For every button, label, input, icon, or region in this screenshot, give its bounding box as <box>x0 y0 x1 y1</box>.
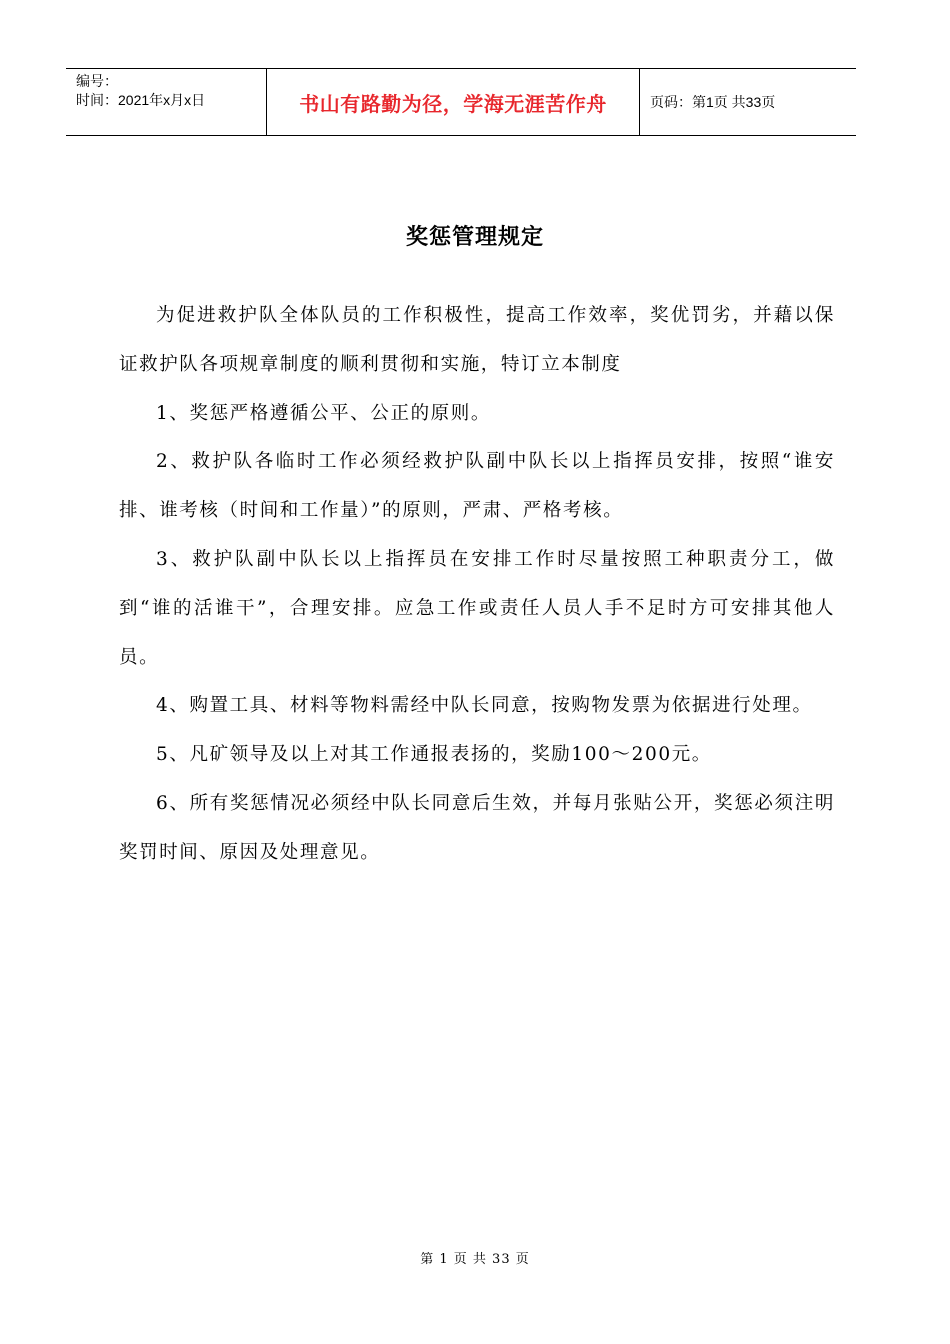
header-page-info: 页码：第1页 共33页 <box>650 94 776 110</box>
header-motto: 书山有路勤为径，学海无涯苦作舟 <box>299 91 607 116</box>
document-time-label: 时间：2021年x月x日 <box>76 92 206 108</box>
document-number-label: 编号： <box>76 73 118 89</box>
paragraph-intro: 为促进救护队全体队员的工作积极性，提高工作效率，奖优罚劣，并藉以保证救护队各项规章制度的顺利贯彻和实施，特订立本制度 <box>119 305 835 375</box>
header-meta-cell <box>66 69 267 135</box>
page-footer: 第 1 页 共 33 页 <box>420 1252 530 1267</box>
paragraph-rule-4: 4、购置工具、材料等物料需经中队长同意，按购物发票为依据进行处理。 <box>156 695 813 717</box>
document-title: 奖惩管理规定 <box>405 225 544 250</box>
header-table <box>66 68 856 136</box>
document-body <box>119 292 835 878</box>
paragraph-rule-6: 6、所有奖惩情况必须经中队长同意后生效，并每月张贴公开，奖惩必须注明奖罚时间、原因及处理意见。 <box>119 792 835 863</box>
header-motto-cell <box>267 69 640 135</box>
paragraph-rule-1: 1、奖惩严格遵循公平、公正的原则。 <box>156 402 491 424</box>
header-page-cell <box>640 69 856 135</box>
paragraph-rule-5: 5、凡矿领导及以上对其工作通报表扬的，奖励100～200元。 <box>156 744 712 766</box>
paragraph-rule-2: 2、救护队各临时工作必须经救护队副中队长以上指挥员安排，按照“谁安排、谁考核（时间和工作量）”的原则，严肃、严格考核。 <box>119 451 835 522</box>
paragraph-rule-3: 3、救护队副中队长以上指挥员在安排工作时尽量按照工种职责分工，做到“谁的活谁干”，合理安排。应急工作或责任人员人手不足时方可安排其他人员。 <box>119 548 835 668</box>
